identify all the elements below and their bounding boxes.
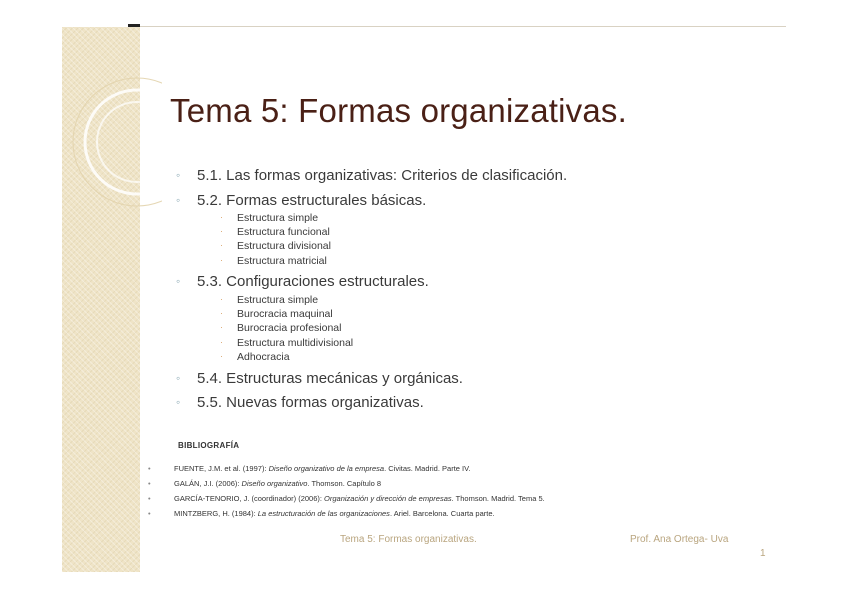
sub-list-item-label: Estructura multidivisional	[237, 337, 354, 349]
sub-list-item	[220, 255, 327, 267]
sub-list-item-label: Burocracia profesional	[237, 322, 342, 334]
sub-list-item-label: Estructura matricial	[237, 255, 327, 267]
sub-list-item-label: Adhocracia	[237, 351, 290, 363]
bibliography-entry	[148, 479, 381, 488]
bullet-icon: ·	[220, 255, 223, 265]
bullet-icon: ·	[220, 240, 223, 250]
bib-author: GALÁN, J.I. (2006):	[174, 479, 242, 488]
list-item-label: 5.4. Estructuras mecánicas y orgánicas.	[197, 370, 463, 387]
bullet-icon: ·	[220, 322, 223, 332]
bibliography-heading: BIBLIOGRAFÍA	[178, 441, 240, 450]
sub-list-item	[220, 212, 318, 224]
bibliography-entry	[148, 509, 495, 518]
bullet-icon: ·	[220, 351, 223, 361]
list-item-label: 5.1. Las formas organizativas: Criterios de clasificación.	[197, 167, 568, 184]
bullet-icon: ◦	[176, 274, 181, 288]
bib-details: . Thomson. Madrid. Tema 5.	[451, 494, 545, 503]
sub-list-item-label: Estructura simple	[237, 212, 319, 224]
footer-title: Tema 5: Formas organizativas.	[340, 534, 477, 545]
sub-list-item	[220, 322, 341, 334]
sub-list-item	[220, 337, 353, 349]
list-item	[176, 167, 567, 184]
bib-author: GARCÍA-TENORIO, J. (coordinador) (2006):	[174, 494, 325, 503]
sub-list-item	[220, 294, 318, 306]
list-item-label: 5.2. Formas estructurales básicas.	[197, 192, 427, 209]
list-item	[176, 394, 424, 411]
bullet-icon: •	[148, 509, 151, 518]
list-item-label: 5.5. Nuevas formas organizativas.	[197, 394, 424, 411]
list-item-label: 5.3. Configuraciones estructurales.	[197, 273, 429, 290]
bullet-icon: ·	[220, 337, 223, 347]
slide-title: Tema 5: Formas organizativas.	[170, 92, 627, 129]
bullet-icon: ◦	[176, 193, 181, 207]
bib-author: MINTZBERG, H. (1984):	[174, 509, 258, 518]
list-item	[176, 192, 426, 209]
bullet-icon: •	[148, 479, 151, 488]
bibliography-entry	[148, 464, 471, 473]
bullet-icon: ◦	[176, 371, 181, 385]
bib-title: Diseño organizativo de la empresa	[268, 464, 385, 473]
bullet-icon: ·	[220, 212, 223, 222]
bib-title: Organización y dirección de empresas	[324, 494, 452, 503]
bullet-icon: ◦	[176, 168, 181, 182]
page-number: 1	[760, 548, 766, 559]
bib-details: . Thomson. Capítulo 8	[307, 479, 382, 488]
bullet-icon: ·	[220, 308, 223, 318]
footer-author: Prof. Ana Ortega- Uva	[630, 534, 729, 545]
sub-list-item-label: Burocracia maquinal	[237, 308, 333, 320]
sub-list-item-label: Estructura funcional	[237, 226, 330, 238]
bullet-icon: •	[148, 494, 151, 503]
bullet-icon: ·	[220, 226, 223, 236]
top-rule	[140, 26, 786, 27]
bullet-icon: ◦	[176, 395, 181, 409]
sub-list-item	[220, 351, 290, 363]
sub-list-item-label: Estructura divisional	[237, 240, 331, 252]
sub-list-item	[220, 308, 333, 320]
sub-list-item	[220, 240, 331, 252]
list-item	[176, 370, 463, 387]
bibliography-entry	[148, 494, 545, 503]
bib-author: FUENTE, J.M. et al. (1997):	[174, 464, 269, 473]
bib-details: . Ariel. Barcelona. Cuarta parte.	[389, 509, 495, 518]
decorative-rings	[62, 27, 162, 227]
sub-list-item	[220, 226, 330, 238]
bullet-icon: •	[148, 464, 151, 473]
sub-list-item-label: Estructura simple	[237, 294, 319, 306]
bib-title: Diseño organizativo	[241, 479, 308, 488]
list-item	[176, 273, 429, 290]
bib-details: . Civitas. Madrid. Parte IV.	[384, 464, 471, 473]
bib-title: La estructuración de las organizaciones	[257, 509, 390, 518]
bullet-icon: ·	[220, 294, 223, 304]
